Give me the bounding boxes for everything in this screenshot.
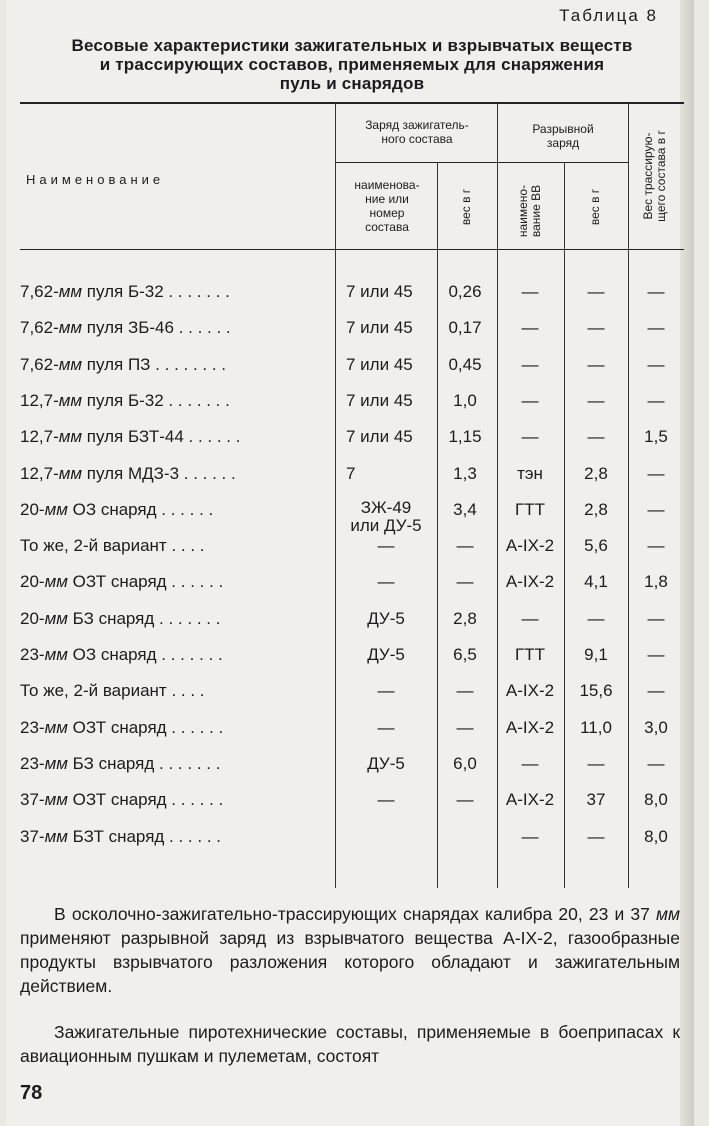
- header-burst-weight: вес в г: [588, 188, 602, 226]
- row-burst-name: —: [521, 355, 539, 374]
- row-leader-dots: . . . . . .: [173, 318, 231, 337]
- row-incendiary-weight: —: [456, 572, 474, 591]
- row-burst-weight: —: [587, 355, 605, 374]
- row-item: БЗ снаряд: [67, 754, 155, 773]
- row-burst-name: тэн: [517, 464, 543, 483]
- row-incendiary-weight: —: [456, 536, 474, 555]
- row-incendiary-weight: 0,45: [448, 355, 482, 374]
- row-tracer-weight: —: [647, 355, 665, 374]
- row-name: [20, 637, 335, 673]
- row-burst-name: —: [521, 754, 539, 773]
- header-burst-charge: [498, 122, 628, 150]
- table-row: [6, 746, 694, 782]
- page-number: 78: [20, 1082, 43, 1104]
- row-incendiary-weight: 3,4: [453, 500, 477, 519]
- table-row: [6, 819, 694, 855]
- table-row: [6, 637, 694, 673]
- row-tracer-weight: 8,0: [644, 790, 668, 809]
- row-leader-dots: . . . . . . .: [154, 754, 221, 773]
- header-incendiary-name: [338, 178, 436, 234]
- row-tracer-weight: —: [647, 282, 665, 301]
- row-incendiary-name: 7 или 45: [346, 318, 413, 337]
- row-unit: мм: [44, 827, 68, 846]
- row-name: [20, 347, 335, 383]
- table-row: [6, 492, 694, 535]
- row-incendiary-name-line: или ДУ-5: [350, 516, 422, 535]
- header-burst-name: [517, 171, 545, 251]
- row-burst-name: А-IX-2: [505, 572, 555, 591]
- row-incendiary-name: ДУ-5: [367, 645, 405, 664]
- row-leader-dots: . . . .: [166, 681, 205, 700]
- row-caliber: 7,62-: [20, 318, 59, 337]
- row-leader-dots: . . . . . .: [166, 790, 224, 809]
- row-name: [20, 274, 335, 310]
- row-burst-name: А-IX-2: [505, 790, 555, 809]
- row-tracer-weight: 1,8: [644, 572, 668, 591]
- table-top-rule: [20, 102, 684, 104]
- row-burst-name: —: [521, 427, 539, 446]
- row-caliber: 12,7-: [20, 464, 59, 483]
- paragraph-1-part-2: применяют разрывной заряд из взрывчатого вещества А-IX-2, газообразные продукты взрывчатого разложения которого обладают и зажигательным действием.: [20, 928, 680, 996]
- row-burst-weight: 4,1: [584, 572, 608, 591]
- row-tracer-weight: —: [647, 681, 665, 700]
- row-incendiary-weight: 0,26: [448, 282, 482, 301]
- row-incendiary-name: 7 или 45: [346, 427, 413, 446]
- row-incendiary-weight: 2,8: [453, 609, 477, 628]
- row-incendiary-name: 7 или 45: [346, 282, 413, 301]
- row-incendiary-name: 7 или 45: [346, 355, 413, 374]
- row-leader-dots: . . . . . .: [166, 718, 224, 737]
- row-burst-weight: —: [587, 282, 605, 301]
- row-unit: мм: [58, 391, 83, 410]
- row-caliber: 37-: [20, 790, 45, 809]
- header-incendiary-name-line-1: наименова-: [354, 178, 420, 192]
- table-row: [6, 347, 694, 383]
- table-number: Таблица 8: [559, 6, 658, 25]
- row-incendiary-name: —: [377, 681, 395, 700]
- header-burst-name-line-1: наимено-: [516, 184, 530, 238]
- row-tracer-weight: —: [647, 754, 665, 773]
- paragraph-1-unit: мм: [656, 904, 680, 924]
- row-item: пуля ПЗ: [82, 355, 151, 374]
- book-page: [6, 0, 694, 1126]
- row-item: пуля МДЗ-3: [82, 464, 180, 483]
- row-caliber: 23-: [20, 718, 45, 737]
- row-tracer-weight: —: [647, 536, 665, 555]
- row-burst-name: —: [521, 827, 539, 846]
- header-tracer-line-1: Вес трассирую-: [641, 132, 655, 220]
- table-row: [6, 564, 694, 600]
- row-item: БЗ снаряд: [67, 609, 155, 628]
- row-item: пуля Б-32: [82, 391, 164, 410]
- row-burst-name: А-IX-2: [505, 536, 555, 555]
- row-item: ОЗТ снаряд: [67, 790, 167, 809]
- row-incendiary-weight: 1,0: [453, 391, 477, 410]
- row-burst-weight: 2,8: [584, 500, 608, 519]
- table-row: [6, 601, 694, 637]
- row-burst-weight: 9,1: [584, 645, 608, 664]
- row-tracer-weight: —: [647, 318, 665, 337]
- burst-group-rule: [497, 162, 628, 163]
- row-tracer-weight: —: [647, 464, 665, 483]
- row-incendiary-weight: —: [456, 790, 474, 809]
- header-incendiary-line-1: Заряд зажигатель-: [365, 118, 469, 132]
- row-unit: мм: [44, 572, 68, 591]
- row-burst-weight: —: [587, 391, 605, 410]
- table-row: [6, 419, 694, 455]
- table-row: [6, 782, 694, 818]
- header-incendiary-name-line-2: ние или: [365, 192, 409, 206]
- row-burst-weight: —: [587, 318, 605, 337]
- paragraph-1: [20, 902, 680, 998]
- row-burst-weight: —: [587, 827, 605, 846]
- row-incendiary-name: —: [377, 790, 395, 809]
- row-item: ОЗ снаряд: [67, 645, 157, 664]
- header-tracer-line-2: щего состава в г: [654, 130, 668, 222]
- row-burst-weight: 5,6: [584, 536, 608, 555]
- header-incendiary-weight: вес в г: [459, 188, 473, 226]
- row-name: [20, 673, 335, 709]
- table-row: [6, 456, 694, 492]
- row-leader-dots: . . . . . .: [156, 500, 214, 519]
- table-row: [6, 710, 694, 746]
- row-item: пуля Б-32: [82, 282, 164, 301]
- row-caliber: 37-: [20, 827, 45, 846]
- row-incendiary-name: —: [377, 718, 395, 737]
- row-incendiary-weight: 6,5: [453, 645, 477, 664]
- row-name: [20, 601, 335, 637]
- row-tracer-weight: —: [647, 645, 665, 664]
- row-burst-name: ГТТ: [515, 500, 545, 519]
- header-name: Наименование: [26, 172, 165, 187]
- row-unit: мм: [58, 282, 83, 301]
- row-unit: мм: [58, 427, 83, 446]
- row-incendiary-name: 7: [346, 464, 356, 483]
- paragraph-2: Зажигательные пиротехнические составы, применяемые в боеприпасах к авиационным пушкам и пулеметам, состоят: [20, 1022, 680, 1066]
- row-caliber: 7,62-: [20, 282, 59, 301]
- row-caliber: 20-: [20, 500, 45, 519]
- row-burst-weight: 2,8: [584, 464, 608, 483]
- row-incendiary-name-line: ЗЖ-49: [360, 498, 412, 517]
- row-caliber: 12,7-: [20, 427, 59, 446]
- row-tracer-weight: 1,5: [644, 427, 668, 446]
- header-incendiary-line-2: ного состава: [381, 132, 453, 146]
- row-name: [20, 383, 335, 419]
- row-burst-weight: —: [587, 754, 605, 773]
- table-row: [6, 310, 694, 346]
- row-name: [20, 746, 335, 782]
- row-burst-name: ГТТ: [515, 645, 545, 664]
- row-caliber: 23-: [20, 645, 45, 664]
- row-leader-dots: . . . . . . .: [163, 282, 230, 301]
- row-burst-name: —: [521, 391, 539, 410]
- header-burst-line-2: заряд: [546, 136, 580, 150]
- row-incendiary-weight: 6,0: [453, 754, 477, 773]
- row-incendiary-weight: 1,3: [453, 464, 477, 483]
- row-leader-dots: . . . . . . .: [154, 609, 221, 628]
- row-name: [20, 819, 335, 855]
- row-unit: мм: [44, 500, 68, 519]
- row-incendiary-weight: 1,15: [448, 427, 482, 446]
- caption-line-2: и трассирующих составов, применяемых для снаряжения: [99, 55, 605, 74]
- row-name: [20, 456, 335, 492]
- row-incendiary-weight: —: [456, 718, 474, 737]
- row-caliber: 23-: [20, 754, 45, 773]
- row-unit: мм: [44, 790, 68, 809]
- row-name: [20, 782, 335, 818]
- table-caption: [20, 36, 684, 93]
- row-incendiary-weight: —: [456, 681, 474, 700]
- row-burst-name: —: [521, 282, 539, 301]
- paragraph-1-part-1: В осколочно-зажигательно-трассирующих снарядах калибра 20, 23 и 37: [54, 904, 656, 924]
- row-incendiary-weight: [438, 819, 492, 855]
- row-leader-dots: . . . . . .: [166, 572, 224, 591]
- row-incendiary-name: [334, 819, 438, 855]
- row-item: ОЗТ снаряд: [67, 718, 167, 737]
- row-tracer-weight: —: [647, 391, 665, 410]
- incendiary-group-rule: [335, 162, 497, 163]
- row-leader-dots: . . . . . . . .: [150, 355, 227, 374]
- row-incendiary-weight: 0,17: [448, 318, 482, 337]
- row-tracer-weight: —: [647, 609, 665, 628]
- row-caliber: 7,62-: [20, 355, 59, 374]
- row-leader-dots: . . . . . .: [164, 827, 221, 846]
- row-burst-weight: 15,6: [579, 681, 613, 700]
- row-burst-weight: 37: [586, 790, 606, 809]
- row-caliber: 20-: [20, 609, 45, 628]
- row-item: То же, 2-й вариант: [20, 681, 167, 700]
- row-item: пуля БЗТ-44: [82, 427, 184, 446]
- row-unit: мм: [44, 718, 68, 737]
- row-caliber: 20-: [20, 572, 45, 591]
- row-unit: мм: [58, 464, 83, 483]
- row-burst-weight: —: [587, 609, 605, 628]
- row-incendiary-name: ДУ-5: [367, 754, 405, 773]
- row-item: БЗТ снаряд: [67, 827, 165, 846]
- row-unit: мм: [44, 754, 68, 773]
- row-tracer-weight: 8,0: [644, 827, 668, 846]
- header-burst-line-1: Разрывной: [532, 122, 594, 136]
- row-item: ОЗ снаряд: [67, 500, 157, 519]
- row-unit: мм: [58, 318, 83, 337]
- row-burst-weight: —: [587, 427, 605, 446]
- row-tracer-weight: 3,0: [644, 718, 668, 737]
- row-name: [20, 528, 335, 564]
- header-burst-name-line-2: вание ВВ: [529, 184, 543, 238]
- row-unit: мм: [44, 609, 68, 628]
- header-incendiary-charge: [338, 118, 496, 146]
- row-name: [20, 310, 335, 346]
- row-incendiary-name: —: [377, 572, 395, 591]
- row-name: [20, 564, 335, 600]
- row-item: То же, 2-й вариант: [20, 536, 167, 555]
- row-burst-name: —: [521, 318, 539, 337]
- table-row: [6, 673, 694, 709]
- row-name: [20, 419, 335, 455]
- header-incendiary-name-line-3: номер: [369, 206, 405, 220]
- row-unit: мм: [58, 355, 83, 374]
- row-burst-name: А-IX-2: [505, 718, 555, 737]
- row-leader-dots: . . . .: [166, 536, 205, 555]
- table-row: [6, 274, 694, 310]
- row-caliber: 12,7-: [20, 391, 59, 410]
- row-item: ОЗТ снаряд: [67, 572, 167, 591]
- row-burst-name: А-IX-2: [505, 681, 555, 700]
- row-name: [20, 710, 335, 746]
- row-incendiary-name: ДУ-5: [367, 609, 405, 628]
- row-leader-dots: . . . . . . .: [156, 645, 223, 664]
- header-incendiary-name-line-4: состава: [365, 220, 409, 234]
- row-unit: мм: [44, 645, 68, 664]
- header-tracer-weight: [642, 101, 670, 251]
- row-tracer-weight: —: [647, 500, 665, 519]
- row-leader-dots: . . . . . .: [179, 464, 236, 483]
- caption-line-1: Весовые характеристики зажигательных и взрывчатых веществ: [71, 36, 633, 55]
- row-item: пуля ЗБ-46: [82, 318, 174, 337]
- header-bottom-rule: [20, 249, 684, 250]
- caption-line-3: пуль и снарядов: [279, 74, 425, 93]
- row-name: [20, 492, 335, 528]
- row-burst-name: —: [521, 609, 539, 628]
- table-row: [6, 383, 694, 419]
- row-incendiary-name: —: [377, 536, 395, 555]
- row-burst-weight: 11,0: [580, 718, 612, 737]
- row-leader-dots: . . . . . . .: [163, 391, 230, 410]
- table-row: [6, 528, 694, 564]
- row-incendiary-name: 7 или 45: [346, 391, 413, 410]
- row-leader-dots: . . . . . .: [183, 427, 241, 446]
